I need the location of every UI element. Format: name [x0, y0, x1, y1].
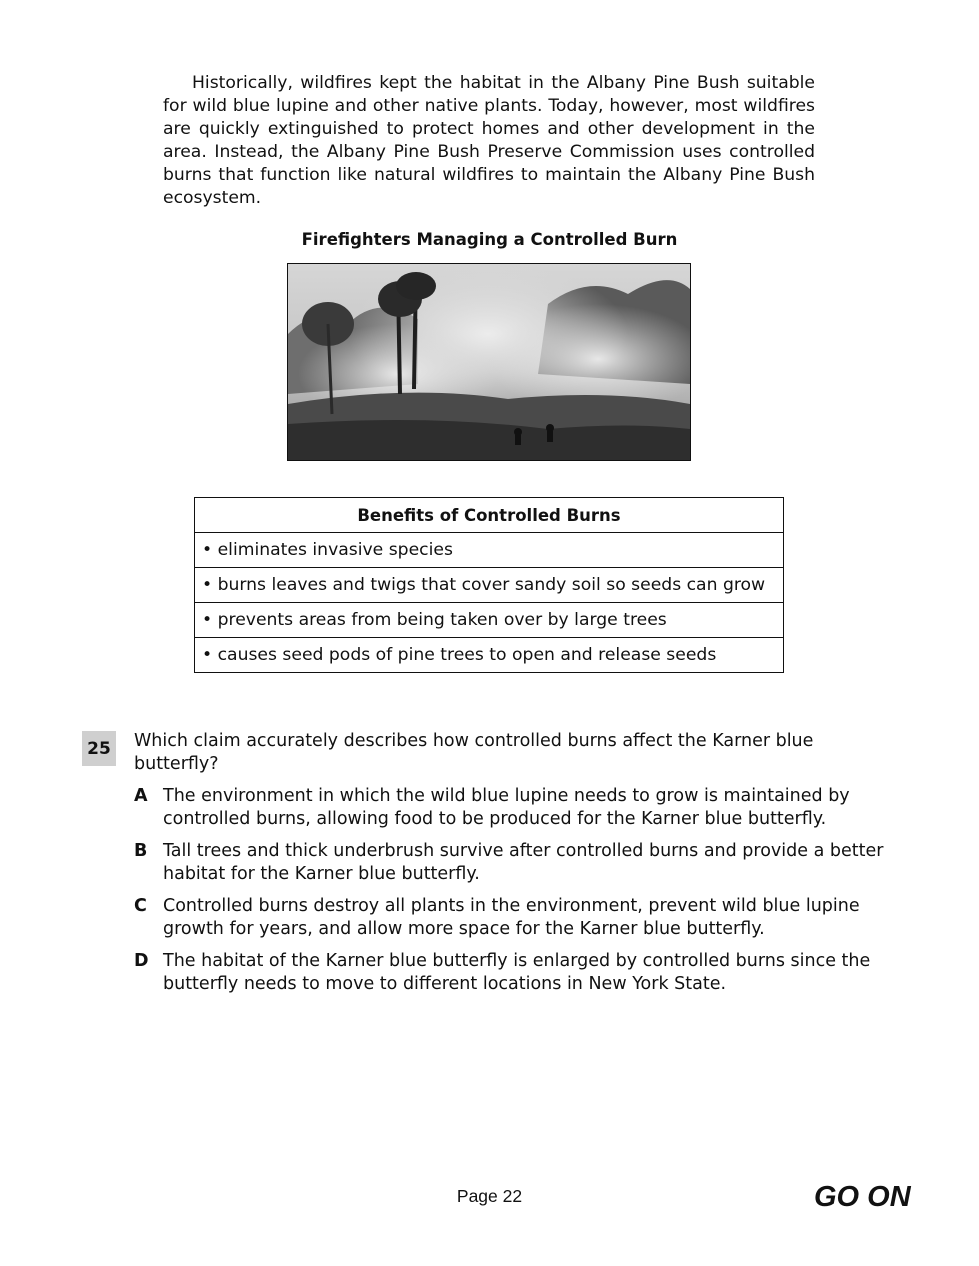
option-text: Tall trees and thick underbrush survive after controlled burns and provide a better habitat for the Karner blue butterfly. [163, 841, 884, 884]
answer-option-b[interactable] [134, 840, 894, 886]
question-stem: Which claim accurately describes how controlled burns affect the Karner blue butterfly? [134, 731, 814, 774]
answer-option-a[interactable] [134, 785, 894, 831]
page-number: Page 22 [456, 1186, 523, 1206]
answer-option-c[interactable] [134, 895, 894, 941]
option-letter: A [134, 786, 148, 806]
question-number: 25 [82, 731, 116, 766]
option-letter: D [134, 951, 149, 971]
option-letter: C [134, 896, 147, 916]
photo-caption: Firefighters Managing a Controlled Burn [301, 230, 678, 249]
go-on-label: GO ON [814, 1181, 911, 1213]
controlled-burn-photo [287, 263, 691, 461]
answer-options [134, 785, 894, 1005]
answer-option-d[interactable] [134, 950, 894, 996]
option-letter: B [134, 841, 148, 861]
benefits-table-header: Benefits of Controlled Burns [195, 498, 784, 533]
benefits-row: • eliminates invasive species [195, 533, 784, 568]
option-text: Controlled burns destroy all plants in the environment, prevent wild blue lupine growth for years, and allow more space for the Karner blue butterfly. [163, 896, 860, 939]
benefits-table [194, 497, 784, 673]
option-text: The habitat of the Karner blue butterfly is enlarged by controlled burns since the butterfly needs to move to different locations in New York State. [163, 951, 871, 994]
benefits-row: • causes seed pods of pine trees to open and release seeds [195, 638, 784, 673]
benefits-row: • prevents areas from being taken over by large trees [195, 603, 784, 638]
option-text: The environment in which the wild blue lupine needs to grow is maintained by controlled burns, allowing food to be produced for the Karner blue butterfly. [163, 786, 850, 829]
benefits-row: • burns leaves and twigs that cover sandy soil so seeds can grow [195, 568, 784, 603]
passage-paragraph: Historically, wildfires kept the habitat in the Albany Pine Bush suitable for wild blue lupine and other native plants. Today, however, most wildfires are quickly extinguished to protect homes and other development in the area. Instead, the Albany Pine Bush Preserve Commission uses controlled burns that function like natural wildfires to maintain the Albany Pine Bush ecosystem. [163, 73, 815, 208]
